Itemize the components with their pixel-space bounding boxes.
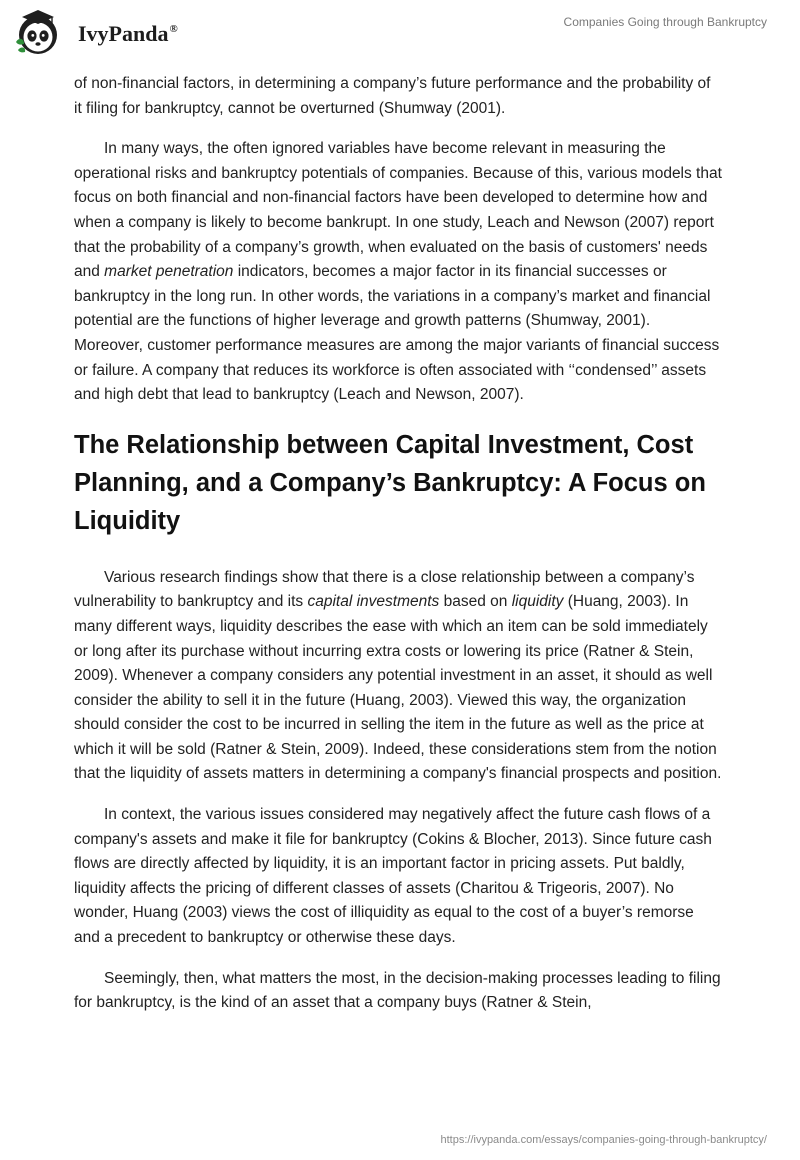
paragraph-1: of non-financial factors, in determining a company’s future performance and the probability of it filing for bankruptcy, cannot be overturned (Shumway (2001). xyxy=(74,75,711,117)
section-heading: The Relationship between Capital Investment, Cost Planning, and a Company’s Bankruptcy: A Focus on Liquidity xyxy=(74,430,706,535)
paragraph-3-emphasis-1: capital investments xyxy=(307,593,440,611)
essay-body xyxy=(74,72,722,1032)
paragraph-3-text-c: (Huang, 2003). In many different ways, liquidity describes the ease with which an item can be sold immediately or long after its purchase without incurring extra costs or lowering its price (Ratner & Stein, 2009). Whenever a company considers any potential investment in an asset, it should as well consider the ability to sell it in the future (Huang, 2003). Viewed this way, the organization should consider the cost to be incurred in selling the item in the future as well as the price at which it will be sold (Ratner & Stein, 2009). Indeed, these considerations stem from the notion that the liquidity of assets matters in determining a company's financial prospects and position. xyxy=(74,593,722,783)
paragraph-2-text-a: In many ways, the often ignored variables have become relevant in measuring the operational risks and bankruptcy potentials of companies. Because of this, various models that focus on both financial and non-financial factors have been developed to determine how and when a company is likely to become bankrupt. In one study, Leach and Newson (2007) report that the probability of a company’s growth, when evaluated on the basis of customers' needs and xyxy=(74,140,722,281)
panda-mascot-icon xyxy=(14,8,62,56)
source-url[interactable]: https://ivypanda.com/essays/companies-going-through-bankruptcy/ xyxy=(440,1134,767,1146)
paragraph-2-emphasis: market penetration xyxy=(104,263,234,281)
paragraph-2 xyxy=(74,137,722,408)
paragraph-4: In context, the various issues considered may negatively affect the future cash flows of a company's assets and make it file for bankruptcy (Cokins & Blocher, 2013). Since future cash flows are directly affected by liquidity, it is an important factor in pricing assets. Put baldly, liquidity affects the pricing of different classes of assets (Charitou & Trigeoris, 2007). No wonder, Huang (2003) views the cost of illiquidity as equal to the cost of a buyer’s remorse and a precedent to bankruptcy or otherwise these days. xyxy=(74,806,712,947)
paragraph-3-text-b: based on xyxy=(439,593,512,611)
paragraph-3-text-a: Various research findings show that there is a close relationship between a company’s vulnerability to bankruptcy and its xyxy=(74,568,695,611)
running-title: Companies Going through Bankruptcy xyxy=(563,15,767,29)
paragraph-3 xyxy=(74,566,722,787)
page-header xyxy=(0,0,800,64)
paragraph-5: Seemingly, then, what matters the most, in the decision-making processes leading to filing for bankruptcy, is the kind of an asset that a company buys (Ratner & Stein, xyxy=(74,969,721,1012)
ivypanda-logo[interactable] xyxy=(14,8,199,56)
brand-name xyxy=(78,21,178,47)
paragraph-3-emphasis-2: liquidity xyxy=(511,593,564,611)
registered-mark: ® xyxy=(169,23,178,35)
paragraph-2-text-b: indicators, becomes a major factor in its financial successes or bankruptcy in the long run. In other words, the variations in a company’s market and financial potential are the functions of higher leverage and growth patterns (Shumway, 2001). Moreover, customer performance measures are among the major variants of financial success or failure. A company that reduces its workforce is often associated with ‘‘condensed’’ assets and high debt that lead to bankruptcy (Leach and Newson, 2007). xyxy=(74,263,720,404)
brand-wordmark: IvyPanda xyxy=(78,21,169,46)
